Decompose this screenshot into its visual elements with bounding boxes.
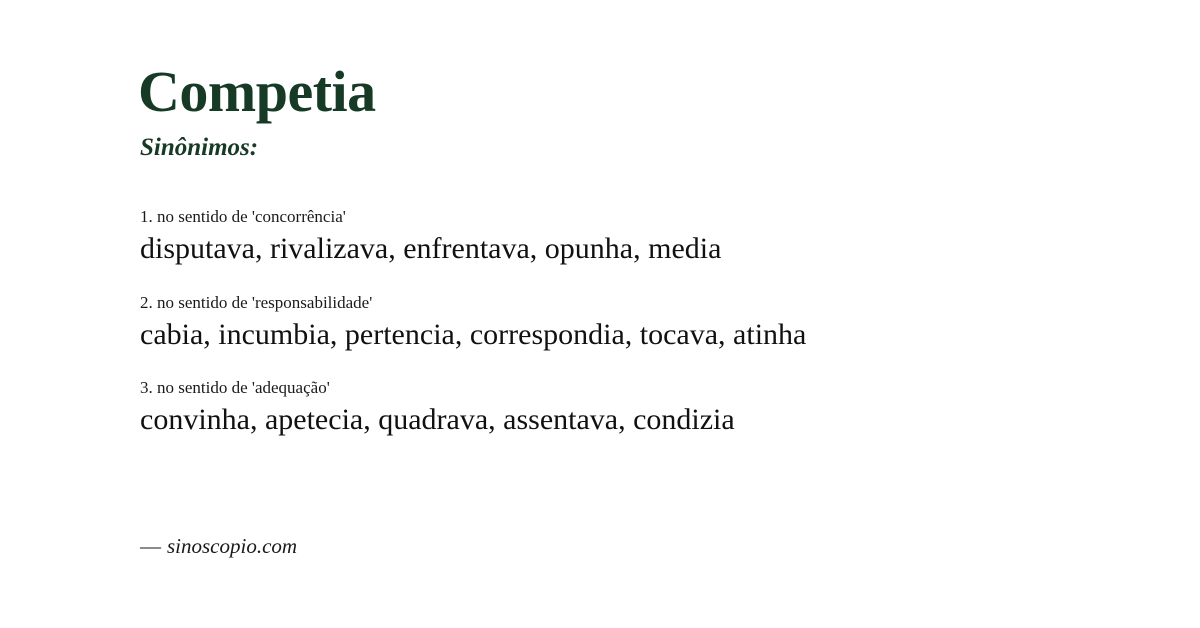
sense-label: 1. no sentido de 'concorrência' — [140, 207, 346, 226]
sense-synonyms: cabia, incumbia, pertencia, correspondia, tocava, atinha — [140, 317, 807, 351]
sense-entry — [140, 377, 1120, 439]
sense-label: 2. no sentido de 'responsabilidade' — [140, 292, 373, 312]
synonyms-subtitle: Sinônimos: — [140, 134, 259, 161]
sense-entry — [140, 206, 1120, 268]
source-label: sinoscopio.com — [167, 534, 298, 558]
sense-label: 3. no sentido de 'adequação' — [140, 378, 330, 398]
page-title: Competia — [138, 59, 376, 124]
sense-synonyms: disputava, rivalizava, enfrentava, opunha, media — [140, 232, 722, 266]
source-attribution — [140, 534, 297, 559]
sense-entry — [140, 292, 1120, 354]
sense-synonyms: convinha, apetecia, quadrava, assentava, condizia — [140, 403, 735, 437]
sense-list — [140, 206, 1120, 463]
em-dash-icon: — — [140, 534, 161, 558]
